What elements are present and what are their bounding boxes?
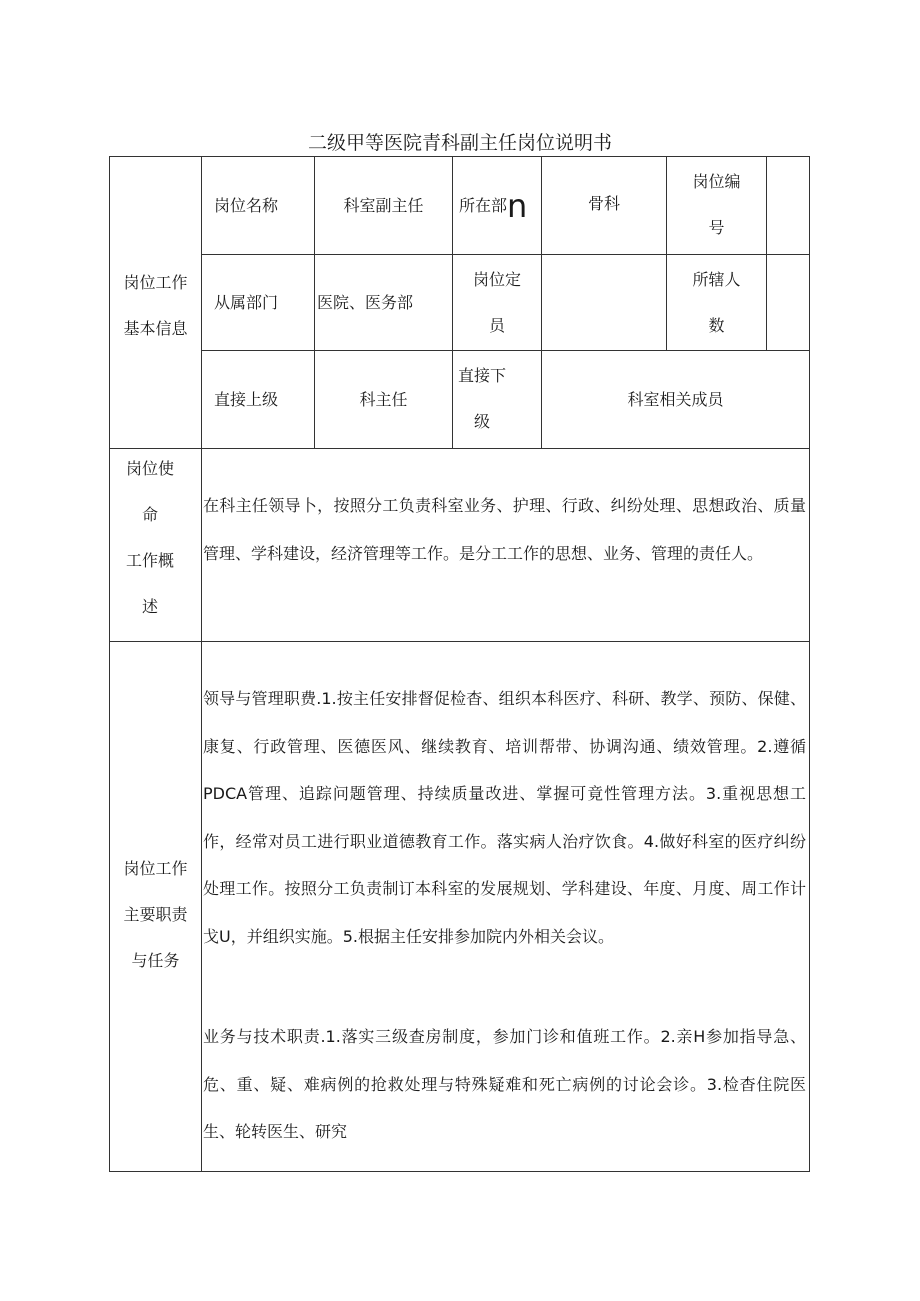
section-divider	[109, 641, 810, 642]
mission-text: 在科主任领导卜，按照分工负责科室业务、护理、行政、纠纷处理、思想政治、质量管理、学科建设，经济管理等工作。是分工工作的思想、业务、管理的责任人。	[203, 496, 806, 563]
department-value: 骨科	[587, 193, 620, 213]
affiliation-value: 医院、医务部	[317, 292, 414, 312]
label-line: 工作概	[125, 551, 174, 570]
label-line: 岗位使	[125, 459, 174, 478]
position-name-label: 岗位名称	[214, 195, 279, 215]
label-line: 基本信息	[123, 319, 188, 338]
affiliation-label: 从属部门	[214, 292, 279, 312]
label-line: 级	[473, 412, 490, 431]
superior-value: 科主任	[359, 389, 408, 409]
duties-section-label	[110, 846, 201, 984]
label-line: 岗位定	[472, 270, 521, 289]
mission-section-label	[110, 446, 190, 630]
subordinates-label	[667, 257, 766, 349]
duties-paragraph-1: 领导与管理职费.1.按主任安排督促检杳、组织本科医疗、科研、教学、预防、保健、康复、行政管理、医德医风、继续教育、培训帮带、协调沟通、绩效管理。2.遵循PDCA管理、追踪问题管理、持续质量改进、掌握可竟性管理方法。3.重视思想工作，经常对员工进行职业道德教育工作。落实病人治疗饮食。4.做好科室的医疗纠纷处理工作。按照分工负责制订本科室的发展规划、学科建设、年度、月度、周工作计戈U，并组织实施。5.根据主任安排参加院内外相关会议。	[203, 689, 806, 946]
label-line: 命	[141, 505, 158, 524]
position-code-value	[767, 157, 809, 254]
label-line: 数	[708, 316, 725, 335]
superior-label: 直接上级	[214, 389, 279, 409]
label-line: 岗位编	[692, 172, 741, 191]
department-label	[453, 157, 541, 254]
page-title: 二级甲等医院青科副主任岗位说明书	[307, 132, 612, 154]
label-line: 直接下	[457, 366, 506, 385]
label-line: 员	[488, 316, 505, 335]
department-label-glyph: n	[507, 186, 528, 225]
label-line: 述	[141, 597, 158, 616]
direct-subordinate-value: 科室相关成员	[627, 389, 724, 409]
direct-subordinate-label	[453, 353, 511, 445]
label-line: 主要职责	[123, 905, 188, 924]
label-line: 岗位工作	[123, 859, 188, 878]
headcount-label	[453, 257, 541, 349]
label-line: 号	[708, 218, 725, 237]
basic-info-section-label	[110, 260, 201, 352]
duties-paragraph-2: 业务与技术职责.1.落实三级查房制度，参加门诊和值班工作。2.亲H参加指导急、危、重、疑、难病例的抢救处理与特殊疑难和死亡病例的讨论会诊。3.检杳住院医生、轮转医生、研究	[203, 1027, 806, 1141]
subordinates-value	[767, 255, 809, 350]
section-divider	[109, 448, 810, 449]
headcount-value	[542, 255, 666, 350]
position-code-label	[667, 159, 766, 251]
label-line: 岗位工作	[123, 273, 188, 292]
label-line: 与任务	[131, 951, 180, 970]
department-label-text: 所在部	[459, 195, 508, 215]
position-name-value: 科室副主任	[343, 195, 424, 215]
label-line: 所辖人	[692, 270, 741, 289]
